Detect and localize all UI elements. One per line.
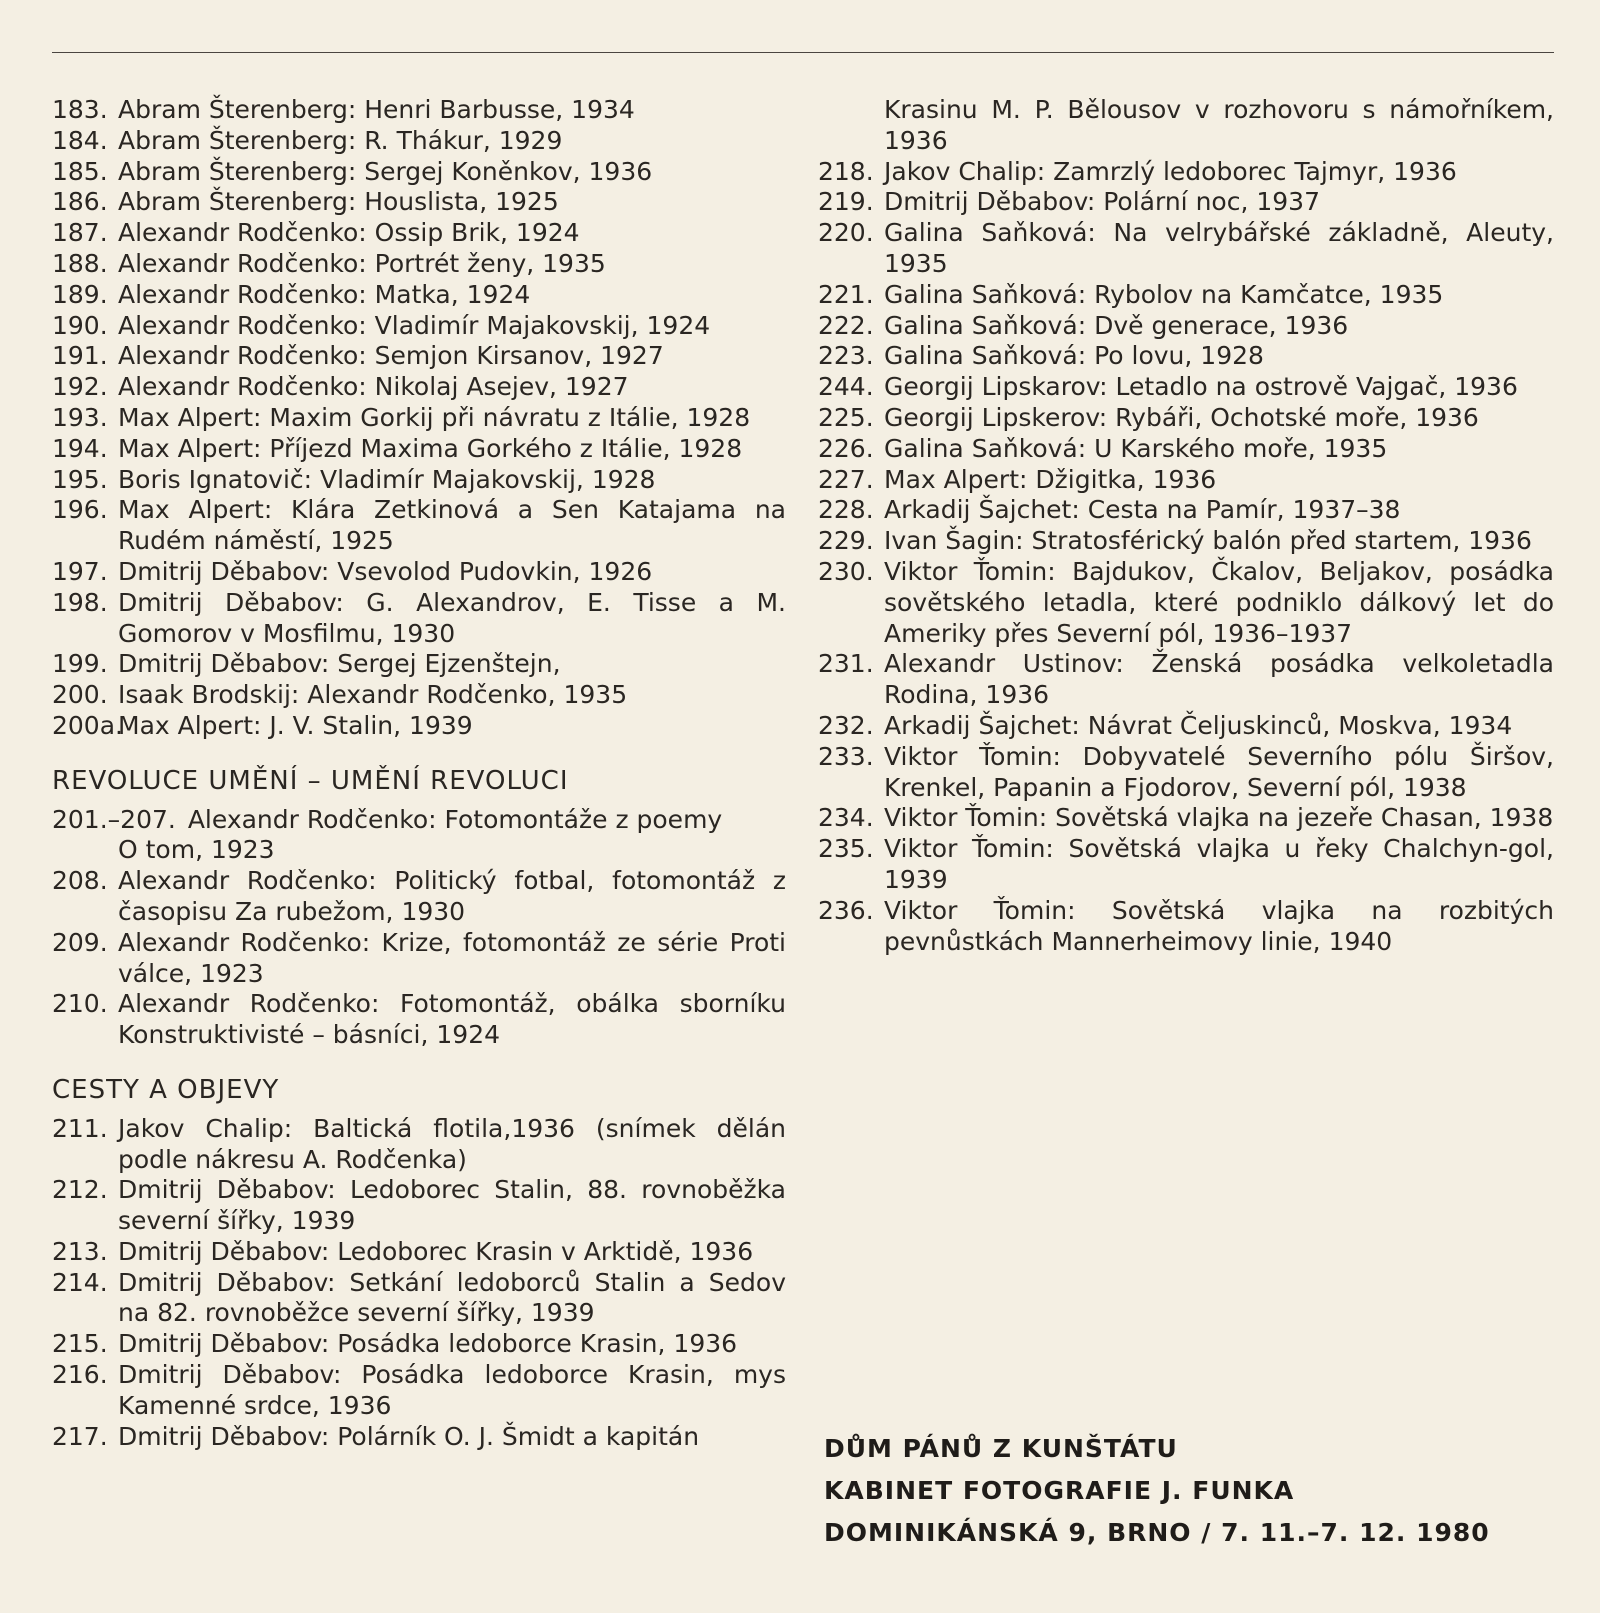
entry-number: 187.: [52, 218, 108, 248]
list-item: [52, 588, 786, 650]
entry-text: Abram Šterenberg: R. Thákur, 1929: [118, 125, 563, 155]
entry-text: Max Alpert: Džigitka, 1936: [884, 464, 1217, 494]
entry-number: 184.: [52, 125, 108, 155]
entry-number: 236.: [818, 895, 874, 925]
list-item: [52, 249, 786, 280]
entry-number: 223.: [818, 341, 874, 371]
entry-text: Alexandr Rodčenko: Vladimír Majakovskij, 1924: [118, 310, 711, 340]
list-item: [52, 95, 786, 126]
entry-number: 200.: [52, 680, 108, 710]
entry-text: Alexandr Rodčenko: Krize, fotomontáž ze série Proti válce, 1923: [118, 927, 786, 988]
list-item: [818, 495, 1554, 526]
entry-text: Dmitrij Děbabov: Ledoborec Krasin v Arktidě, 1936: [118, 1236, 754, 1266]
entry-number: 212.: [52, 1175, 108, 1205]
entry-number: 208.: [52, 866, 108, 896]
entry-text: Viktor Ťomin: Dobyvatelé Severního pólu Širšov, Krenkel, Papanin a Fjodorov, Severní pól, 1938: [884, 741, 1554, 802]
entry-text: Jakov Chalip: Baltická flotila,1936 (snímek dělán podle nákresu A. Rodčenka): [118, 1113, 786, 1174]
entry-number: 235.: [818, 834, 874, 864]
entry-text: Dmitrij Děbabov: Polárník O. J. Šmidt a kapitán: [118, 1421, 700, 1451]
entry-number: 227.: [818, 464, 874, 494]
list-item-continuation: [818, 95, 1554, 157]
entry-number: 192.: [52, 372, 108, 402]
right-column: [818, 95, 1554, 957]
entry-text: Krasinu M. P. Bělousov v rozhovoru s námořníkem, 1936: [884, 95, 1554, 155]
entry-text: Jakov Chalip: Zamrzlý ledoborec Tajmyr, 1936: [884, 156, 1457, 186]
list-item: [52, 557, 786, 588]
entry-number: 185.: [52, 156, 108, 186]
entry-text: Georgij Lipskerov: Rybáři, Ochotské moře, 1936: [884, 402, 1479, 432]
entry-text: Dmitrij Děbabov: Vsevolod Pudovkin, 1926: [118, 556, 653, 586]
list-item: [52, 649, 786, 680]
list-item: [818, 311, 1554, 342]
entry-text: Abram Šterenberg: Houslista, 1925: [118, 187, 559, 217]
entry-text: Galina Saňková: U Karského moře, 1935: [884, 433, 1388, 463]
list-item: [818, 403, 1554, 434]
list-item: [52, 126, 786, 157]
list-item: [818, 280, 1554, 311]
exhibition-footer: [824, 1428, 1490, 1554]
list-item: [818, 711, 1554, 742]
list-item: [818, 465, 1554, 496]
entry-number: 219.: [818, 187, 874, 217]
list-item: [818, 187, 1554, 218]
entry-text: Viktor Ťomin: Bajdukov, Čkalov, Beljakov, posádka sovětského letadla, které podniklo dálkový let do Ameriky přes Severní pól, 1936–1937: [884, 556, 1554, 648]
entry-text: Max Alpert: J. V. Stalin, 1939: [118, 710, 473, 740]
list-item: [52, 403, 786, 434]
list-item: [52, 187, 786, 218]
list-item: [818, 434, 1554, 465]
catalog-list-right: [818, 157, 1554, 958]
list-item: [52, 1114, 786, 1176]
entry-text: Abram Šterenberg: Henri Barbusse, 1934: [118, 95, 635, 124]
list-item: [818, 896, 1554, 958]
list-item: [818, 742, 1554, 804]
entry-text: Galina Saňková: Na velrybářské základně, Aleuty, 1935: [884, 218, 1554, 278]
entry-number: 201.–207.: [52, 804, 176, 834]
entry-number: 198.: [52, 587, 108, 617]
entry-number: 231.: [818, 649, 874, 679]
entry-number: 190.: [52, 310, 108, 340]
catalog-list-portraits: [52, 95, 786, 742]
entry-text-continuation: O tom, 1923: [118, 835, 275, 865]
entry-text: Alexandr Rodčenko: Fotomontáže z poemy: [187, 804, 723, 834]
entry-text: Dmitrij Děbabov: Posádka ledoborce Krasin, mys Kamenné srdce, 1936: [118, 1360, 786, 1420]
list-item: [52, 680, 786, 711]
section-heading-cesty: CESTY A OBJEVY: [52, 1074, 280, 1105]
catalog-list-cesty: [52, 1114, 786, 1453]
entry-text: Alexandr Rodčenko: Nikolaj Asejev, 1927: [118, 372, 629, 402]
list-item: [818, 372, 1554, 403]
entry-text: Max Alpert: Maxim Gorkij při návratu z Itálie, 1928: [118, 402, 751, 432]
entry-number: 209.: [52, 927, 108, 957]
entry-text: Dmitrij Děbabov: Setkání ledoborců Stalin a Sedov na 82. rovnoběžce severní šířky, 1939: [118, 1267, 786, 1328]
entry-text: Dmitrij Děbabov: Posádka ledoborce Krasin, 1936: [118, 1329, 738, 1359]
list-item: [818, 341, 1554, 372]
list-item: [818, 218, 1554, 280]
entry-text: Alexandr Rodčenko: Semjon Kirsanov, 1927: [118, 341, 664, 371]
entry-number: 221.: [818, 279, 874, 309]
entry-number: 233.: [818, 741, 874, 771]
entry-number: 194.: [52, 433, 108, 463]
entry-text: Viktor Ťomin: Sovětská vlajka na jezeře Chasan, 1938: [884, 803, 1554, 833]
list-item: [52, 1422, 786, 1453]
catalog-list-revoluce: [52, 805, 786, 1051]
entry-text: Ivan Šagin: Stratosférický balón před startem, 1936: [884, 526, 1532, 556]
entry-number: 218.: [818, 156, 874, 186]
entry-number: 215.: [52, 1329, 108, 1359]
entry-number: 193.: [52, 402, 108, 432]
entry-number: 228.: [818, 495, 874, 525]
entry-text: Galina Saňková: Po lovu, 1928: [884, 341, 1264, 371]
list-item: [52, 218, 786, 249]
entry-number: 195.: [52, 464, 108, 494]
entry-number: 214.: [52, 1267, 108, 1297]
list-item: [52, 928, 786, 990]
entry-text: Galina Saňková: Dvě generace, 1936: [884, 310, 1349, 340]
entry-text: Isaak Brodskij: Alexandr Rodčenko, 1935: [118, 680, 628, 710]
entry-text: Alexandr Rodčenko: Ossip Brik, 1924: [118, 218, 580, 248]
list-item: [818, 157, 1554, 188]
entry-number: 226.: [818, 433, 874, 463]
list-item: [818, 557, 1554, 649]
list-item: [818, 803, 1554, 834]
list-item: [52, 1175, 786, 1237]
entry-text: Boris Ignatovič: Vladimír Majakovskij, 1928: [118, 464, 656, 494]
entry-number: 210.: [52, 989, 108, 1019]
list-item: [52, 1329, 786, 1360]
list-item: [52, 1237, 786, 1268]
list-item: [52, 465, 786, 496]
entry-text: Max Alpert: Klára Zetkinová a Sen Katajama na Rudém náměstí, 1925: [118, 495, 786, 556]
entry-number: 222.: [818, 310, 874, 340]
entry-number: 244.: [818, 372, 874, 402]
list-item: [52, 311, 786, 342]
entry-number: 196.: [52, 495, 108, 525]
entry-text: Viktor Ťomin: Sovětská vlajka na rozbitých pevnůstkách Mannerheimovy linie, 1940: [884, 895, 1554, 956]
list-item: [52, 157, 786, 188]
entry-text: Alexandr Rodčenko: Portrét ženy, 1935: [118, 248, 606, 278]
entry-number: 200a.: [52, 710, 123, 740]
list-item: [52, 341, 786, 372]
list-item: [818, 834, 1554, 896]
list-item: [52, 989, 786, 1051]
entry-text: Alexandr Rodčenko: Politický fotbal, fotomontáž z časopisu Za rubežom, 1930: [118, 866, 786, 926]
list-item: [52, 711, 786, 742]
list-item: [52, 280, 786, 311]
entry-text: Galina Saňková: Rybolov na Kamčatce, 1935: [884, 279, 1444, 309]
top-rule: [52, 52, 1554, 53]
entry-number: 234.: [818, 803, 874, 833]
entry-number: 197.: [52, 556, 108, 586]
entry-text: Alexandr Rodčenko: Fotomontáž, obálka sborníku Konstruktivisté – básníci, 1924: [118, 989, 786, 1050]
entry-text: Dmitrij Děbabov: G. Alexandrov, E. Tisse a M. Gomorov v Mosfilmu, 1930: [118, 587, 786, 648]
list-item: [52, 495, 786, 557]
entry-number: 232.: [818, 710, 874, 740]
entry-text: Max Alpert: Příjezd Maxima Gorkého z Itálie, 1928: [118, 433, 743, 463]
list-item: [52, 372, 786, 403]
list-item: [52, 1360, 786, 1422]
footer-institution: KABINET FOTOGRAFIE J. FUNKA: [824, 1476, 1295, 1505]
entry-number: 199.: [52, 649, 108, 679]
entry-text: Arkadij Šajchet: Cesta na Pamír, 1937–38: [884, 495, 1401, 525]
entry-number: 217.: [52, 1421, 108, 1451]
list-item: [52, 1268, 786, 1330]
entry-number: 211.: [52, 1113, 108, 1143]
entry-number: 188.: [52, 248, 108, 278]
footer-address-dates: DOMINIKÁNSKÁ 9, BRNO / 7. 11.–7. 12. 1980: [824, 1518, 1490, 1547]
entry-number: 216.: [52, 1360, 108, 1390]
entry-text: Dmitrij Děbabov: Sergej Ejzenštejn,: [118, 649, 561, 679]
list-item: [818, 526, 1554, 557]
section-heading-revoluce: REVOLUCE UMĚNÍ – UMĚNÍ REVOLUCI: [52, 765, 569, 796]
footer-venue: DŮM PÁNŮ Z KUNŠTÁTU: [824, 1434, 1178, 1463]
entry-text: Alexandr Rodčenko: Matka, 1924: [118, 279, 531, 309]
entry-text: Viktor Ťomin: Sovětská vlajka u řeky Chalchyn-gol, 1939: [884, 834, 1554, 894]
left-column: [52, 95, 786, 1452]
entry-number: 220.: [818, 218, 874, 248]
list-item: [52, 805, 786, 836]
entry-number: 213.: [52, 1236, 108, 1266]
entry-number: 183.: [52, 95, 108, 124]
entry-text: Arkadij Šajchet: Návrat Čeljuskinců, Moskva, 1934: [884, 710, 1513, 740]
entry-number: 225.: [818, 402, 874, 432]
list-item: [52, 434, 786, 465]
entry-number: 229.: [818, 526, 874, 556]
list-item: [818, 649, 1554, 711]
entry-text: Georgij Lipskarov: Letadlo na ostrově Vajgač, 1936: [884, 372, 1518, 402]
entry-number: 230.: [818, 556, 874, 586]
entry-number: 189.: [52, 279, 108, 309]
entry-text: Dmitrij Děbabov: Ledoborec Stalin, 88. rovnoběžka severní šířky, 1939: [118, 1175, 786, 1236]
list-item: [52, 866, 786, 928]
entry-number: 186.: [52, 187, 108, 217]
entry-text: Abram Šterenberg: Sergej Koněnkov, 1936: [118, 156, 653, 186]
entry-text: Alexandr Ustinov: Ženská posádka velkoletadla Rodina, 1936: [884, 649, 1554, 710]
entry-text: Dmitrij Děbabov: Polární noc, 1937: [884, 187, 1320, 217]
entry-number: 191.: [52, 341, 108, 371]
